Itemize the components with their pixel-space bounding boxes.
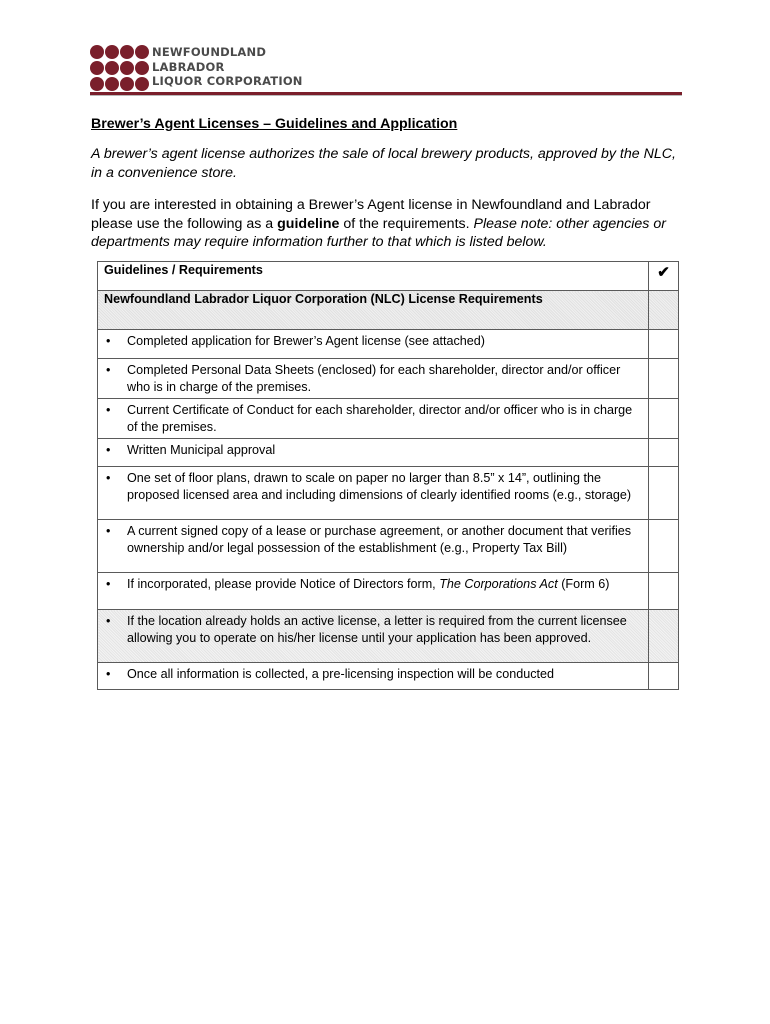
section-label: Newfoundland Labrador Liquor Corporation (NLC) License Requirements [98, 291, 649, 330]
bullet-icon: • [106, 667, 111, 681]
requirement-text: A current signed copy of a lease or purchase agreement, or another document that verifies ownership and/or legal possession of the establishment (e.g., Property Tax Bill) [127, 524, 632, 555]
intro-paragraph: A brewer’s agent license authorizes the sale of local brewery products, approved by the NLC, in a convenience store. [91, 146, 676, 181]
table-row [98, 399, 679, 439]
table-row [98, 467, 679, 520]
table-row [98, 610, 679, 663]
bullet-icon: • [106, 524, 111, 538]
table-row [98, 520, 679, 573]
requirement-text: Current Certificate of Conduct for each shareholder, director and/or officer who is in charge of the premises. [127, 403, 633, 434]
check-cell[interactable] [649, 291, 679, 330]
table-row [98, 573, 679, 610]
bullet-icon: • [106, 403, 111, 417]
table-row [98, 330, 679, 359]
checkmark-icon: ✔ [649, 262, 679, 291]
requirements-table [97, 261, 679, 690]
bullet-icon: • [106, 443, 111, 457]
check-cell[interactable] [649, 610, 679, 663]
requirement-text: Completed Personal Data Sheets (enclosed) for each shareholder, director and/or officer who is in charge of the premises. [127, 363, 621, 394]
logo-mark [90, 44, 150, 92]
table-header-row [98, 262, 679, 291]
table-row [98, 663, 679, 690]
requirement-text: One set of floor plans, drawn to scale on paper no larger than 8.5” x 14”, outlining the proposed licensed area and including dimensions of clearly identified rooms (e.g., storage) [127, 471, 632, 502]
requirement-text: If incorporated, please provide Notice of Directors form, The Corporations Act (Form 6) [127, 577, 610, 591]
check-cell[interactable] [649, 399, 679, 439]
bullet-icon: • [106, 334, 111, 348]
table-row [98, 439, 679, 467]
check-cell[interactable] [649, 330, 679, 359]
check-cell[interactable] [649, 359, 679, 399]
check-cell[interactable] [649, 520, 679, 573]
nlc-logo [90, 44, 390, 92]
table-row [98, 359, 679, 399]
check-cell[interactable] [649, 439, 679, 467]
check-cell[interactable] [649, 663, 679, 690]
requirement-text: If the location already holds an active license, a letter is required from the current licensee allowing you to operate on his/her license until your application has been approved. [127, 614, 627, 645]
header-rule [90, 92, 682, 96]
requirement-text: Written Municipal approval [127, 443, 276, 457]
bullet-icon: • [106, 363, 111, 377]
requirement-text: Completed application for Brewer’s Agent license (see attached) [127, 334, 485, 348]
bullet-icon: • [106, 614, 111, 628]
requirement-text: Once all information is collected, a pre-licensing inspection will be conducted [127, 667, 555, 681]
guideline-paragraph: If you are interested in obtaining a Brewer’s Agent license in Newfoundland and Labrador please use the following as a guideline of the requirements. Please note: other agencies or departments may require information further to that which is listed below. [91, 197, 666, 250]
check-cell[interactable] [649, 573, 679, 610]
bullet-icon: • [106, 471, 111, 485]
section-row [98, 291, 679, 330]
bullet-icon: • [106, 577, 111, 591]
check-cell[interactable] [649, 467, 679, 520]
header-label: Guidelines / Requirements [98, 262, 649, 291]
document-title: Brewer’s Agent Licenses – Guidelines and Application [91, 116, 458, 132]
logo-wordmark: NEWFOUNDLAND LABRADOR LIQUOR CORPORATION [152, 45, 303, 88]
